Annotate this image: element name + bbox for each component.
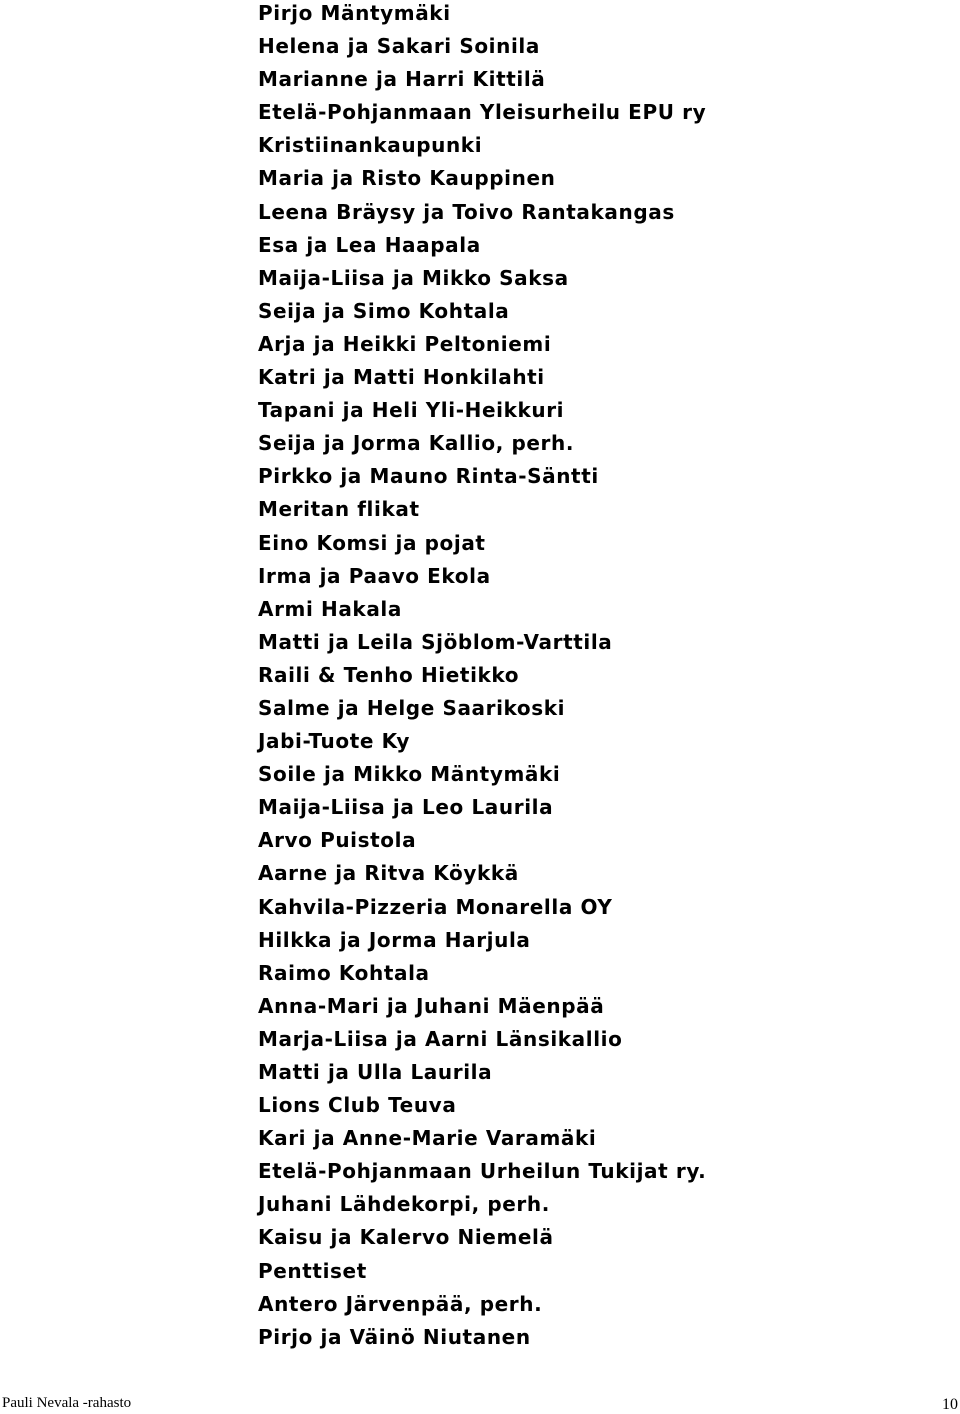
list-item: Arja ja Heikki Peltoniemi	[258, 331, 552, 356]
list-item: Matti ja Leila Sjöblom-Varttila	[258, 629, 613, 654]
list-item: Marianne ja Harri Kittilä	[258, 67, 546, 92]
list-item: Pirjo ja Väinö Niutanen	[258, 1324, 531, 1349]
list-item: Kahvila-Pizzeria Monarella OY	[258, 894, 613, 919]
list-item: Penttiset	[258, 1258, 367, 1283]
list-item: Seija ja Jorma Kallio, perh.	[258, 431, 575, 456]
list-item: Leena Bräysy ja Toivo Rantakangas	[258, 199, 675, 224]
donor-name-list	[258, 0, 706, 1357]
list-item: Pirkko ja Mauno Rinta-Säntti	[258, 464, 599, 489]
list-item: Esa ja Lea Haapala	[258, 232, 481, 257]
list-item: Antero Järvenpää, perh.	[258, 1291, 543, 1316]
list-item: Maria ja Risto Kauppinen	[258, 166, 556, 191]
list-item: Matti ja Ulla Laurila	[258, 1060, 493, 1084]
list-item: Aarne ja Ritva Köykkä	[258, 861, 519, 886]
list-item: Helena ja Sakari Soinila	[258, 34, 540, 59]
list-item: Seija ja Simo Kohtala	[258, 298, 510, 323]
list-item: Salme ja Helge Saarikoski	[258, 695, 566, 720]
list-item: Soile ja Mikko Mäntymäki	[258, 762, 561, 787]
list-item: Kari ja Anne-Marie Varamäki	[258, 1126, 597, 1151]
list-item: Tapani ja Heli Yli-Heikkuri	[258, 398, 565, 423]
list-item: Lions Club Teuva	[258, 1093, 457, 1118]
page-number: 10	[942, 1396, 958, 1413]
list-item: Irma ja Paavo Ekola	[258, 563, 491, 588]
list-item: Armi Hakala	[258, 596, 402, 621]
footer-title: Pauli Nevala -rahasto	[2, 1395, 132, 1411]
list-item: Pirjo Mäntymäki	[258, 1, 451, 25]
list-item: Kristiinankaupunki	[258, 133, 483, 158]
list-item: Kaisu ja Kalervo Niemelä	[258, 1225, 554, 1250]
list-item: Maija-Liisa ja Mikko Saksa	[258, 265, 569, 290]
list-item: Maija-Liisa ja Leo Laurila	[258, 795, 554, 820]
list-item: Raili & Tenho Hietikko	[258, 662, 520, 687]
list-item: Raimo Kohtala	[258, 960, 430, 985]
list-item: Arvo Puistola	[258, 828, 417, 853]
list-item: Marja-Liisa ja Aarni Länsikallio	[258, 1026, 623, 1051]
list-item: Anna-Mari ja Juhani Mäenpää	[258, 993, 605, 1018]
list-item: Katri ja Matti Honkilahti	[258, 365, 545, 390]
list-item: Eino Komsi ja pojat	[258, 530, 486, 555]
list-item: Hilkka ja Jorma Harjula	[258, 927, 531, 952]
list-item: Jabi-Tuote Ky	[258, 729, 411, 754]
list-item: Juhani Lähdekorpi, perh.	[258, 1192, 550, 1217]
list-item: Meritan flikat	[258, 497, 420, 522]
list-item: Etelä-Pohjanmaan Yleisurheilu EPU ry	[258, 100, 707, 125]
list-item: Etelä-Pohjanmaan Urheilun Tukijat ry.	[258, 1159, 707, 1184]
